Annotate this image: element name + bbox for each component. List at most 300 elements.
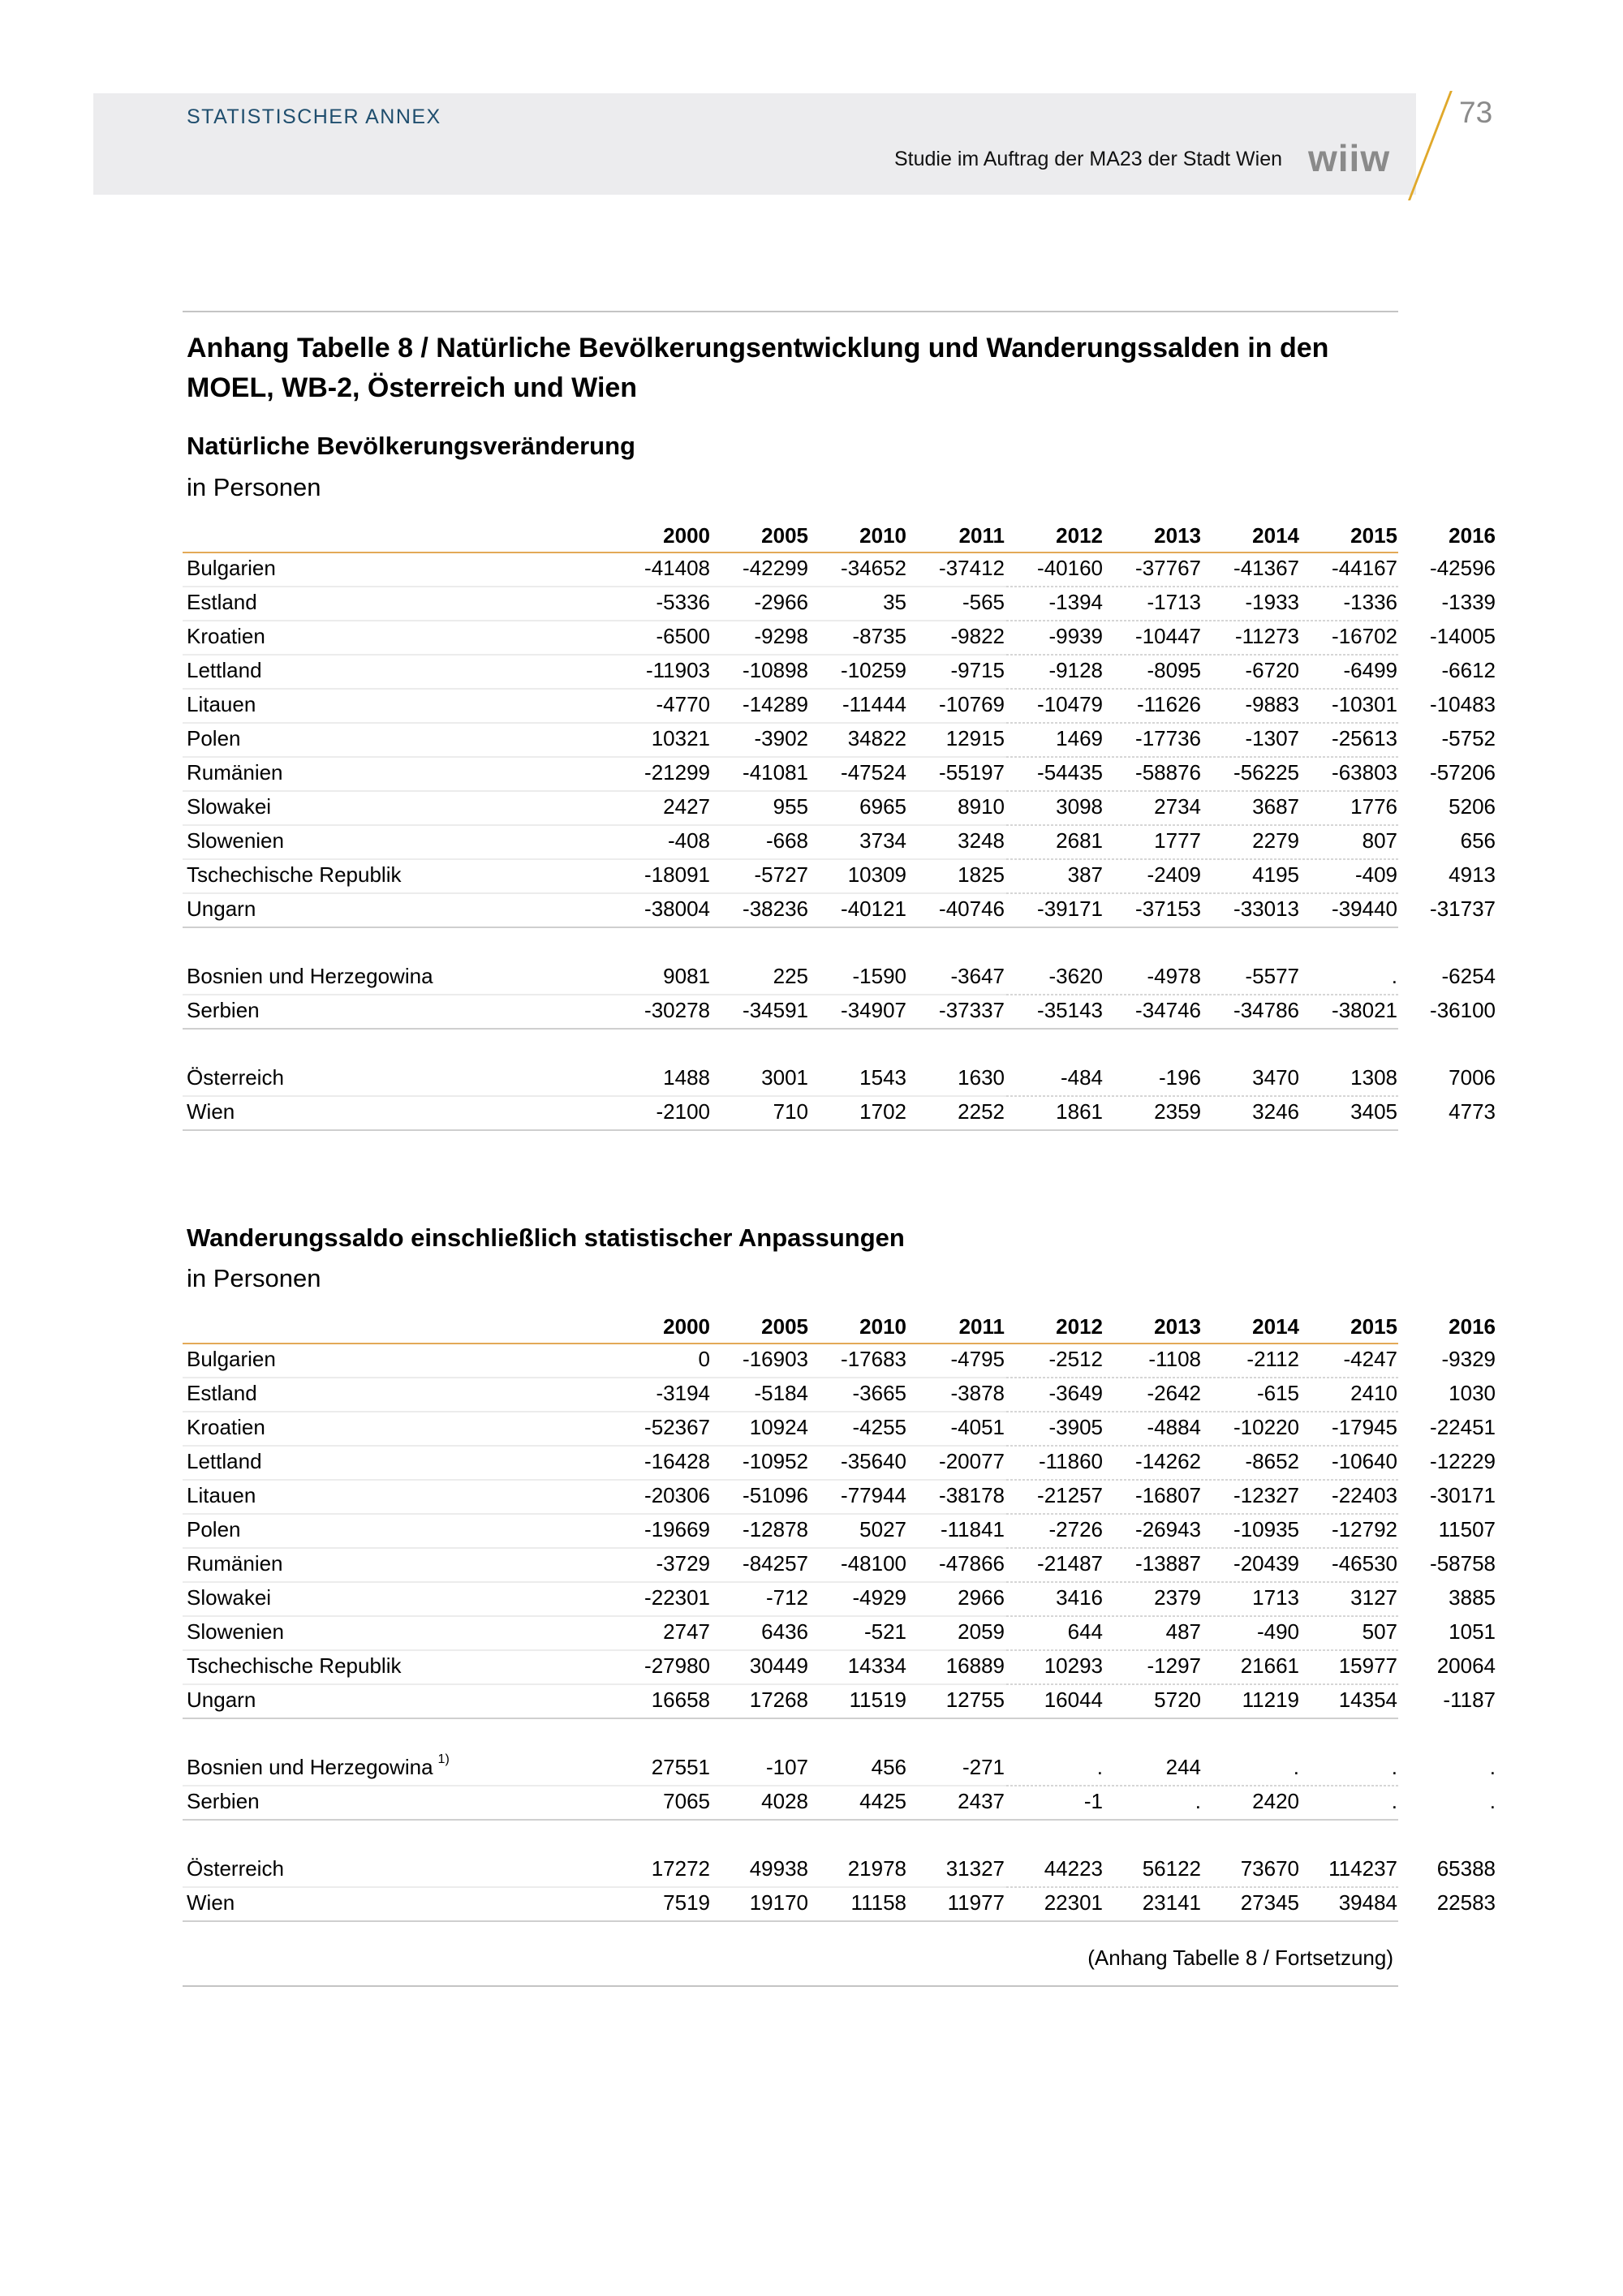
value-cell: -490	[1256, 1619, 1299, 1644]
row-label-text: Österreich	[187, 1065, 284, 1090]
value-cell: 27345	[1240, 1890, 1299, 1915]
table-row	[183, 1063, 1496, 1097]
value-cell: .	[1195, 1789, 1201, 1813]
row-label-text: Kroatien	[187, 1415, 265, 1439]
value-cell: 2420	[1252, 1789, 1299, 1813]
table-row	[183, 553, 1496, 587]
value-cell: 65388	[1436, 1856, 1496, 1881]
value-cell: -20439	[1233, 1551, 1299, 1576]
value-cell: -47866	[939, 1551, 1005, 1576]
value-cell: 5206	[1449, 794, 1496, 819]
row-label	[187, 794, 271, 819]
year-header: 2000	[663, 523, 710, 548]
value-cell: -4247	[1343, 1347, 1397, 1371]
row-label	[187, 760, 283, 785]
value-cell: 49938	[749, 1856, 808, 1881]
value-cell: -2726	[1048, 1517, 1103, 1541]
value-cell: -9298	[754, 624, 808, 648]
table-row	[183, 656, 1496, 690]
table-row	[183, 961, 1496, 995]
value-cell: 4425	[859, 1789, 906, 1813]
value-cell: 23141	[1142, 1890, 1201, 1915]
row-label-text: Slowakei	[187, 794, 272, 819]
value-cell: -8652	[1245, 1449, 1299, 1473]
value-cell: -2512	[1048, 1347, 1103, 1371]
year-header: 2005	[761, 1314, 808, 1339]
year-header: 2000	[663, 1314, 710, 1339]
value-cell: -1307	[1245, 726, 1299, 750]
value-cell: 2747	[663, 1619, 710, 1644]
value-cell: 1469	[1056, 726, 1103, 750]
row-label-text: Tschechische Republik	[187, 1653, 402, 1678]
table-row	[183, 724, 1496, 758]
value-cell: 4913	[1449, 862, 1496, 887]
row-label	[187, 862, 401, 888]
value-cell: 7006	[1449, 1065, 1496, 1090]
value-cell: -51096	[743, 1483, 808, 1507]
row-label	[187, 1483, 256, 1508]
value-cell: -5577	[1245, 964, 1299, 988]
value-cell: -27980	[644, 1653, 710, 1678]
value-cell: -34786	[1233, 998, 1299, 1022]
value-cell: -47524	[841, 760, 906, 785]
value-cell: 16889	[945, 1653, 1005, 1678]
table-header-row	[183, 518, 1496, 553]
value-cell: -22301	[644, 1585, 710, 1610]
value-cell: -41408	[644, 556, 710, 580]
value-cell: -16428	[644, 1449, 710, 1473]
value-cell: 19170	[749, 1890, 808, 1915]
value-cell: 1051	[1449, 1619, 1496, 1644]
value-cell: 644	[1067, 1619, 1103, 1644]
value-cell: 3687	[1252, 794, 1299, 819]
value-cell: -33013	[1233, 896, 1299, 921]
row-label	[187, 1517, 241, 1542]
value-cell: -34652	[841, 556, 906, 580]
table-row	[183, 1344, 1496, 1378]
table-row	[183, 1549, 1496, 1583]
value-cell: -4255	[852, 1415, 906, 1439]
value-cell: -38021	[1332, 998, 1397, 1022]
row-label-text: Lettland	[187, 1449, 262, 1473]
value-cell: .	[1096, 1755, 1103, 1779]
value-cell: 3127	[1350, 1585, 1397, 1610]
value-cell: -41081	[743, 760, 808, 785]
value-cell: -408	[667, 828, 710, 853]
row-label-text: Serbien	[187, 1789, 260, 1813]
row-label	[187, 692, 256, 717]
value-cell: -17736	[1135, 726, 1201, 750]
table-row	[183, 1378, 1496, 1412]
value-cell: 14334	[847, 1653, 906, 1678]
value-cell: 3001	[761, 1065, 808, 1090]
value-cell: 3248	[958, 828, 1005, 853]
value-cell: -34746	[1135, 998, 1201, 1022]
value-cell: 9081	[663, 964, 710, 988]
value-cell: -38236	[743, 896, 808, 921]
value-cell: -56225	[1233, 760, 1299, 785]
value-cell: 10293	[1044, 1653, 1103, 1678]
value-cell: .	[1391, 1755, 1397, 1779]
row-label-text: Rumänien	[187, 760, 283, 785]
value-cell: -1713	[1147, 590, 1201, 614]
value-cell: -5336	[656, 590, 710, 614]
value-cell: 114237	[1328, 1856, 1397, 1881]
year-header: 2014	[1252, 1314, 1299, 1339]
value-cell: 21978	[847, 1856, 906, 1881]
value-cell: 12755	[945, 1688, 1005, 1712]
migration-section-title: Wanderungssaldo einschließlich statistischer Anpassungen	[187, 1223, 905, 1252]
value-cell: -3902	[754, 726, 808, 750]
value-cell: 2437	[958, 1789, 1005, 1813]
row-label-text: Polen	[187, 1517, 241, 1541]
year-header: 2005	[761, 523, 808, 548]
value-cell: -12878	[743, 1517, 808, 1541]
value-cell: 39484	[1338, 1890, 1397, 1915]
value-cell: -63803	[1332, 760, 1397, 785]
row-label	[187, 1585, 271, 1610]
value-cell: -11860	[1038, 1449, 1103, 1473]
value-cell: -25613	[1332, 726, 1397, 750]
value-cell: -19669	[644, 1517, 710, 1541]
natural-table	[183, 518, 1496, 1131]
value-cell: -9883	[1245, 692, 1299, 716]
value-cell: -3878	[950, 1381, 1005, 1405]
table-row	[183, 1854, 1496, 1888]
value-cell: -48100	[841, 1551, 906, 1576]
value-cell: -9128	[1048, 658, 1103, 682]
value-cell: -10898	[743, 658, 808, 682]
value-cell: -17683	[841, 1347, 906, 1371]
value-cell: 1308	[1350, 1065, 1397, 1090]
value-cell: 507	[1362, 1619, 1397, 1644]
value-cell: -22403	[1332, 1483, 1397, 1507]
value-cell: -6499	[1343, 658, 1397, 682]
row-label-text: Polen	[187, 726, 241, 750]
value-cell: -2112	[1246, 1347, 1299, 1371]
value-cell: 11158	[850, 1890, 906, 1915]
value-cell: .	[1489, 1789, 1496, 1813]
value-cell: -14262	[1135, 1449, 1201, 1473]
value-cell: -31737	[1430, 896, 1496, 921]
value-cell: 1030	[1449, 1381, 1496, 1405]
value-cell: 17268	[749, 1688, 808, 1712]
value-cell: -2642	[1147, 1381, 1201, 1405]
row-label-text: Lettland	[187, 658, 262, 682]
table-row	[183, 758, 1496, 792]
table-row	[183, 621, 1496, 656]
value-cell: -22451	[1430, 1415, 1496, 1439]
value-cell: -18091	[644, 862, 710, 887]
value-cell: -5184	[754, 1381, 808, 1405]
value-cell: 3416	[1056, 1585, 1103, 1610]
value-cell: -10479	[1037, 692, 1103, 716]
row-label-text: Tschechische Republik	[187, 862, 402, 887]
natural-section-title: Natürliche Bevölkerungsveränderung	[187, 432, 635, 460]
value-cell: 710	[773, 1099, 808, 1124]
value-cell: 1713	[1252, 1585, 1299, 1610]
value-cell: -712	[765, 1585, 808, 1610]
value-cell: 14354	[1338, 1688, 1397, 1712]
table-row	[183, 1412, 1496, 1447]
value-cell: -1933	[1245, 590, 1299, 614]
value-cell: 1702	[859, 1099, 906, 1124]
value-cell: -3620	[1048, 964, 1103, 988]
year-header: 2011	[958, 1314, 1005, 1339]
value-cell: -21487	[1037, 1551, 1103, 1576]
year-header: 2015	[1350, 1314, 1397, 1339]
value-cell: 807	[1362, 828, 1397, 853]
value-cell: 7519	[663, 1890, 710, 1915]
row-label	[187, 1688, 256, 1713]
top-rule	[183, 311, 1398, 312]
row-label	[187, 1619, 284, 1645]
value-cell: -40746	[939, 896, 1005, 921]
row-label-text: Wien	[187, 1099, 235, 1124]
row-label	[187, 590, 257, 615]
value-cell: 1825	[958, 862, 1005, 887]
value-cell: 15977	[1338, 1653, 1397, 1678]
value-cell: -10301	[1332, 692, 1397, 716]
value-cell: -40160	[1037, 556, 1103, 580]
value-cell: 44223	[1044, 1856, 1103, 1881]
value-cell: -2100	[656, 1099, 710, 1124]
value-cell: 656	[1460, 828, 1496, 853]
row-label-text: Slowenien	[187, 828, 284, 853]
value-cell: -13887	[1135, 1551, 1201, 1576]
migration-section-unit: in Personen	[187, 1264, 321, 1292]
value-cell: -4929	[852, 1585, 906, 1610]
row-label-text: Slowakei	[187, 1585, 272, 1610]
value-cell: -1	[1083, 1789, 1103, 1813]
row-label-text: Slowenien	[187, 1619, 284, 1644]
value-cell: 2279	[1252, 828, 1299, 853]
table-header-row	[183, 1309, 1496, 1344]
value-cell: 12915	[945, 726, 1005, 750]
row-label-text: Estland	[187, 590, 257, 614]
value-cell: 56122	[1142, 1856, 1201, 1881]
value-cell: -30278	[644, 998, 710, 1022]
value-cell: 4028	[761, 1789, 808, 1813]
value-cell: -12229	[1430, 1449, 1496, 1473]
value-cell: 10924	[749, 1415, 808, 1439]
value-cell: -16903	[743, 1347, 808, 1371]
value-cell: 1777	[1154, 828, 1201, 853]
value-cell: -615	[1256, 1381, 1299, 1405]
year-header: 2013	[1154, 1314, 1201, 1339]
value-cell: -39440	[1332, 896, 1397, 921]
row-label-text: Bosnien und Herzegowina	[187, 964, 433, 988]
row-label	[187, 1789, 260, 1814]
group-spacer	[183, 1030, 1398, 1063]
value-cell: -3665	[852, 1381, 906, 1405]
row-label-text: Ungarn	[187, 1688, 256, 1712]
row-label	[187, 556, 276, 581]
value-cell: -10220	[1233, 1415, 1299, 1439]
value-cell: 30449	[749, 1653, 808, 1678]
row-label	[187, 1415, 265, 1440]
value-cell: 8910	[958, 794, 1005, 819]
value-cell: -107	[765, 1755, 808, 1779]
row-label	[187, 1099, 235, 1124]
row-label-text: Kroatien	[187, 624, 265, 648]
table-row	[183, 1752, 1496, 1786]
value-cell: 20064	[1436, 1653, 1496, 1678]
value-cell: 10321	[651, 726, 710, 750]
value-cell: -1297	[1147, 1653, 1201, 1678]
value-cell: 22301	[1044, 1890, 1103, 1915]
value-cell: -12792	[1332, 1517, 1397, 1541]
value-cell: -1187	[1443, 1688, 1496, 1712]
table-title: Anhang Tabelle 8 / Natürliche Bevölkerungsentwicklung und Wanderungssalden in den MOEL, WB-2, Österreich und Wien	[187, 333, 1329, 403]
value-cell: -4978	[1147, 964, 1201, 988]
table-row	[183, 1583, 1496, 1617]
section-label: STATISTISCHER ANNEX	[187, 105, 441, 128]
group-spacer	[183, 1821, 1398, 1854]
value-cell: -9329	[1441, 1347, 1496, 1371]
value-cell: 11519	[849, 1688, 906, 1712]
value-cell: -37153	[1135, 896, 1201, 921]
value-cell: -3905	[1048, 1415, 1103, 1439]
value-cell: -8735	[852, 624, 906, 648]
value-cell: -10447	[1135, 624, 1201, 648]
bottom-rule	[183, 1985, 1398, 1987]
value-cell: -17945	[1332, 1415, 1397, 1439]
table-row	[183, 894, 1496, 928]
value-cell: -4051	[950, 1415, 1005, 1439]
value-cell: -37767	[1135, 556, 1201, 580]
value-cell: 16658	[651, 1688, 710, 1712]
value-cell: -34907	[841, 998, 906, 1022]
row-label-text: Litauen	[187, 692, 256, 716]
table-row	[183, 826, 1496, 860]
value-cell: -2966	[754, 590, 808, 614]
value-cell: -42299	[743, 556, 808, 580]
row-label	[187, 1856, 284, 1881]
value-cell: -21257	[1037, 1483, 1103, 1507]
year-header: 2016	[1449, 1314, 1496, 1339]
value-cell: -521	[863, 1619, 906, 1644]
table-row	[183, 1097, 1496, 1131]
row-label	[187, 624, 265, 649]
value-cell: -1339	[1441, 590, 1496, 614]
value-cell: -58876	[1135, 760, 1201, 785]
value-cell: -9715	[950, 658, 1005, 682]
value-cell: -1394	[1048, 590, 1103, 614]
value-cell: 3098	[1056, 794, 1103, 819]
value-cell: -196	[1158, 1065, 1201, 1090]
value-cell: -668	[765, 828, 808, 853]
row-label	[187, 1752, 450, 1780]
value-cell: -16807	[1135, 1483, 1201, 1507]
value-cell: -10935	[1233, 1517, 1299, 1541]
year-header: 2010	[859, 523, 906, 548]
value-cell: -39171	[1037, 896, 1103, 921]
value-cell: 244	[1165, 1755, 1201, 1779]
value-cell: 5720	[1154, 1688, 1201, 1712]
value-cell: -10769	[939, 692, 1005, 716]
value-cell: 2410	[1350, 1381, 1397, 1405]
header-subtitle: Studie im Auftrag der MA23 der Stadt Wien	[893, 148, 1282, 170]
table-row	[183, 860, 1496, 894]
value-cell: -4770	[656, 692, 710, 716]
value-cell: -5727	[754, 862, 808, 887]
row-label	[187, 1065, 284, 1090]
value-cell: 27551	[651, 1755, 710, 1779]
value-cell: 955	[773, 794, 808, 819]
value-cell: -36100	[1430, 998, 1496, 1022]
value-cell: 1543	[859, 1065, 906, 1090]
value-cell: 21661	[1240, 1653, 1299, 1678]
value-cell: -38004	[644, 896, 710, 921]
year-header: 2011	[958, 523, 1005, 548]
value-cell: -42596	[1430, 556, 1496, 580]
year-header: 2013	[1154, 523, 1201, 548]
row-label	[187, 1347, 276, 1372]
table-row	[183, 1447, 1496, 1481]
value-cell: 2966	[958, 1585, 1005, 1610]
value-cell: 16044	[1044, 1688, 1103, 1712]
value-cell: -4884	[1147, 1415, 1201, 1439]
value-cell: -271	[962, 1755, 1005, 1779]
value-cell: -38178	[939, 1483, 1005, 1507]
value-cell: -84257	[743, 1551, 808, 1576]
value-cell: -3647	[950, 964, 1005, 988]
value-cell: -3194	[656, 1381, 710, 1405]
group-spacer	[183, 1719, 1398, 1752]
value-cell: -44167	[1332, 556, 1397, 580]
value-cell: -37337	[939, 998, 1005, 1022]
value-cell: 225	[773, 964, 808, 988]
value-cell: 456	[871, 1755, 906, 1779]
row-label	[187, 1381, 257, 1406]
value-cell: 2427	[663, 794, 710, 819]
value-cell: -4795	[950, 1347, 1005, 1371]
value-cell: -11626	[1136, 692, 1201, 716]
value-cell: -37412	[939, 556, 1005, 580]
page-number: 73	[1459, 96, 1493, 129]
year-header: 2016	[1449, 523, 1496, 548]
value-cell: -11903	[645, 658, 710, 682]
value-cell: 2681	[1056, 828, 1103, 853]
value-cell: -9939	[1048, 624, 1103, 648]
row-label-text: Ungarn	[187, 896, 256, 921]
value-cell: -11444	[842, 692, 906, 716]
value-cell: -10640	[1332, 1449, 1397, 1473]
value-cell: -3729	[656, 1551, 710, 1576]
value-cell: -3649	[1048, 1381, 1103, 1405]
value-cell: 1488	[663, 1065, 710, 1090]
value-cell: 2059	[958, 1619, 1005, 1644]
value-cell: 73670	[1240, 1856, 1299, 1881]
row-label-text: Bulgarien	[187, 1347, 276, 1371]
value-cell: 3734	[859, 828, 906, 853]
row-label	[187, 964, 433, 989]
value-cell: -484	[1060, 1065, 1103, 1090]
value-cell: 10309	[847, 862, 906, 887]
value-cell: 34822	[847, 726, 906, 750]
value-cell: -58758	[1430, 1551, 1496, 1576]
migration-table	[183, 1309, 1496, 1922]
table-row	[183, 690, 1496, 724]
row-label	[187, 1653, 401, 1679]
row-label	[187, 1551, 283, 1576]
table-row	[183, 792, 1496, 826]
year-header: 2014	[1252, 523, 1299, 548]
row-label	[187, 1890, 235, 1915]
table-row	[183, 1481, 1496, 1515]
value-cell: -14289	[743, 692, 808, 716]
